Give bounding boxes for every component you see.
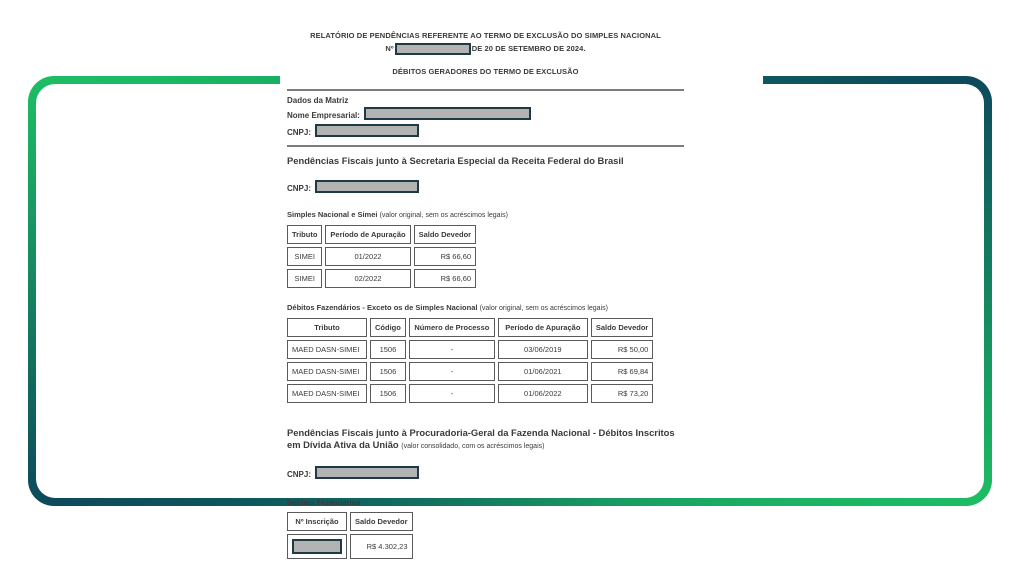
report-title-line2 — [287, 43, 684, 55]
redacted-report-number — [395, 43, 471, 55]
cell-saldo: R$ 50,00 — [591, 340, 654, 359]
cell-codigo: 1506 — [370, 362, 406, 381]
rfb-cnpj-line — [287, 179, 684, 196]
divider-matriz — [287, 145, 684, 147]
table-row — [287, 340, 653, 359]
table-row — [287, 247, 476, 266]
table-header-row — [287, 225, 476, 244]
cell-periodo: 01/06/2022 — [498, 384, 588, 403]
fazendarios-table-note: (valor original, sem os acréscimos legais) — [479, 305, 608, 312]
cell-tributo: MAED DASN-SIMEI — [287, 384, 367, 403]
cell-codigo: 1506 — [370, 340, 406, 359]
pgfn-heading-text: Pendências Fiscais junto à Procuradoria-Geral da Fazenda Nacional - Débitos Inscritos em Dívida Ativa da União — [287, 427, 675, 450]
report-subtitle: DÉBITOS GERADORES DO TERMO DE EXCLUSÃO — [392, 67, 579, 76]
cell-tributo: MAED DASN-SIMEI — [287, 340, 367, 359]
cell-saldo: R$ 66,60 — [414, 247, 477, 266]
pgfn-table-title: Débitos Fazendários — [287, 498, 361, 507]
redacted-rfb-cnpj — [315, 180, 419, 193]
simples-table-note: (valor original, sem os acréscimos legais) — [379, 212, 508, 219]
pgfn-heading-note: (valor consolidado, com os acréscimos legais) — [401, 443, 545, 450]
nome-empresarial-line — [287, 107, 684, 123]
cell-processo: - — [409, 384, 495, 403]
table-header-row — [287, 318, 653, 337]
report-title-line1: RELATÓRIO DE PENDÊNCIAS REFERENTE AO TERMO DE EXCLUSÃO DO SIMPLES NACIONAL — [310, 31, 661, 40]
simples-table-title — [287, 210, 684, 221]
matriz-heading: Dados da Matriz — [287, 96, 349, 105]
col-periodo: Período de Apuração — [325, 225, 410, 244]
table-row — [287, 362, 653, 381]
redacted-pgfn-cnpj — [315, 466, 419, 479]
redacted-matriz-cnpj — [315, 124, 419, 137]
cell-periodo: 03/06/2019 — [498, 340, 588, 359]
fazendarios-table-title — [287, 303, 684, 314]
pgfn-cnpj-line — [287, 465, 684, 482]
col-saldo: Saldo Devedor — [350, 512, 413, 531]
cell-processo: - — [409, 362, 495, 381]
fazendarios-table-title-text: Débitos Fazendários - Exceto os de Simples Nacional — [287, 303, 478, 312]
simples-table — [284, 222, 479, 291]
report-page — [280, 0, 763, 551]
rfb-section-heading: Pendências Fiscais junto à Secretaria Especial da Receita Federal do Brasil — [287, 155, 624, 166]
col-codigo: Código — [370, 318, 406, 337]
cell-periodo: 02/2022 — [325, 269, 410, 288]
col-periodo: Período de Apuração — [498, 318, 588, 337]
cell-saldo: R$ 66,60 — [414, 269, 477, 288]
report-content — [287, 0, 684, 562]
redacted-inscricao — [292, 539, 342, 554]
cell-periodo: 01/2022 — [325, 247, 410, 266]
cell-saldo: R$ 73,20 — [591, 384, 654, 403]
rfb-cnpj-label: CNPJ: — [287, 184, 312, 193]
col-tributo: Tributo — [287, 225, 322, 244]
cell-codigo: 1506 — [370, 384, 406, 403]
cell-inscricao — [287, 534, 347, 559]
col-inscricao: Nº Inscrição — [287, 512, 347, 531]
col-processo: Número de Processo — [409, 318, 495, 337]
cell-periodo: 01/06/2021 — [498, 362, 588, 381]
table-header-row — [287, 512, 413, 531]
table-row — [287, 269, 476, 288]
report-title-date: DE 20 DE SETEMBRO DE 2024. — [471, 43, 586, 53]
divider-top — [287, 89, 684, 91]
simples-table-title-text: Simples Nacional e Simei — [287, 210, 378, 219]
matriz-cnpj-line — [287, 124, 684, 140]
col-saldo: Saldo Devedor — [591, 318, 654, 337]
col-tributo: Tributo — [287, 318, 367, 337]
cell-tributo: MAED DASN-SIMEI — [287, 362, 367, 381]
pgfn-section-heading — [287, 427, 684, 453]
cell-tributo: SIMEI — [287, 269, 322, 288]
nome-empresarial-label: Nome Empresarial: — [287, 111, 360, 120]
cell-tributo: SIMEI — [287, 247, 322, 266]
pgfn-cnpj-label: CNPJ: — [287, 470, 312, 479]
cell-processo: - — [409, 340, 495, 359]
table-row — [287, 534, 413, 559]
fazendarios-table — [284, 315, 656, 406]
col-saldo: Saldo Devedor — [414, 225, 477, 244]
redacted-nome-empresarial — [364, 107, 531, 120]
cell-saldo: R$ 4.302,23 — [350, 534, 413, 559]
matriz-cnpj-label: CNPJ: — [287, 128, 312, 137]
cell-saldo: R$ 69,84 — [591, 362, 654, 381]
pgfn-table — [284, 509, 416, 562]
table-row — [287, 384, 653, 403]
report-title-block — [287, 0, 684, 76]
report-number-prefix: Nº — [385, 43, 394, 53]
